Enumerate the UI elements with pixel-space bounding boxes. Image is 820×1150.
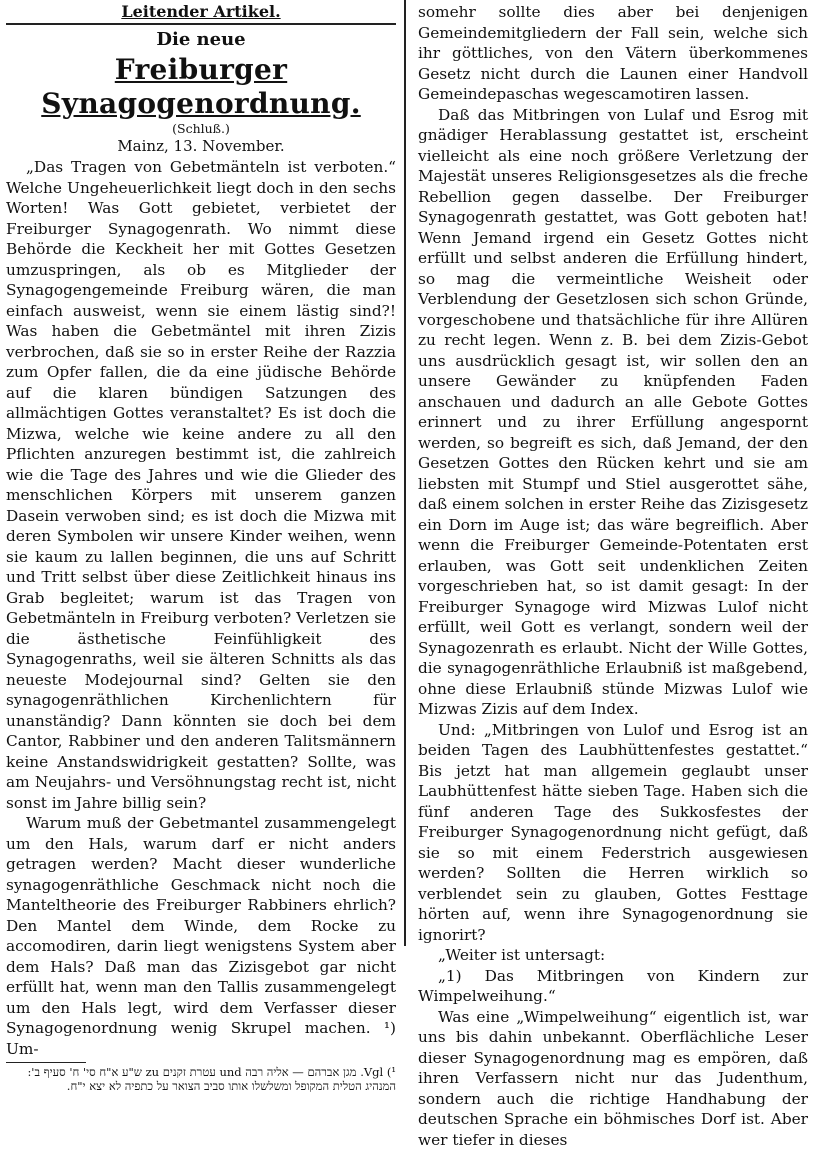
column-divider	[404, 0, 406, 946]
footnote: ¹) Vgl. מגן אברהם — אליה רבה und עטרת זקנים zu ש"ע א"ח סי' ח' סעיף ב': המנהיג הטלית המקופל ומשלשלו אותו סביב הצואר על כתפיה לא יצא י"ח.	[6, 1065, 396, 1093]
paragraph: Warum muß der Gebetmantel zusammengelegt um den Hals, warum darf er nicht anders getragen werden? Macht dieser wunderliche synagogenräthliche Geschmack nicht noch die Manteltheorie des Freiburger Rabbiners ehrlich? Den Mantel dem Winde, dem Rocke zu accomodiren, darin liegt wenigstens System aber dem Hals? Daß man das Zizisgebot gar nicht erfüllt hat, wenn man den Tallis zusammengelegt um den Hals legt, wird dem Verfasser dieser Synagogenordnung wenig Skrupel machen. ¹) Um-	[6, 813, 396, 1059]
paragraph: „1) Das Mitbringen von Kindern zur Wimpelweihung.“	[418, 966, 808, 1007]
paragraph: „Das Tragen von Gebetmänteln ist verboten.“ Welche Ungeheuerlichkeit liegt doch in den sechs Worten! Was Gott gebietet, verbietet der Freiburger Synagogenrath. Wo nimmt diese Behörde die Keckheit her mit Gottes Gesetzen umzuspringen, als ob es Mitglieder der Synagogengemeinde Freiburg wären, die man einfach ausweist, wenn sie einem lästig sind?! Was haben die Gebetmäntel mit ihren Zizis verbrochen, daß sie so in erster Reihe der Razzia zum Opfer fallen, die da eine jüdische Behörde auf die klaren bündigen Satzungen des allmächtigen Gottes veranstaltet? Es ist doch die Mizwa, welche wie keine andere zu all den Pflichten anzuregen bestimmt ist, die zahlreich wie die Tage des Jahres und wie die Glieder des menschlichen Körpers mit unserem ganzen Dasein verwoben sind; es ist doch die Mizwa mit deren Symbolen wir unsere Kinder weihen, wenn sie kaum zu lallen beginnen, die uns auf Schritt und Tritt selbst über diese Zeitlichkeit hinaus ins Grab begleitet; warum ist das Tragen von Gebetmänteln in Freiburg verboten? Verletzen sie die ästhetische Feinfühligkeit des Synagogenraths, weil sie älteren Schnitts als das neueste Modejournal sind? Gelten sie den synagogenräthlichen Kirchenlichtern für unanständig? Dann könnten sie doch bei dem Cantor, Rabbiner und den anderen Talitsmännern keine Anstandswidrigkeit gestatten? Sollte, was am Neujahrs- und Versöhnungstag recht ist, nicht sonst im Jahre billig sein?	[6, 157, 396, 813]
article-subtitle: (Schluß.)	[6, 121, 396, 137]
paragraph: Was eine „Wimpelweihung“ eigentlich ist, war uns bis dahin unbekannt. Oberflächliche Leser dieser Synagogenordnung mag es empören, daß ihren Verfassern nicht nur das Judenthum, sondern auch die richtige Handhabung der deutschen Sprache ein böhmisches Dorf ist. Aber wer tiefer in dieses	[418, 1007, 808, 1150]
heading-rule	[6, 23, 396, 25]
left-column	[6, 2, 396, 1093]
dateline: Mainz, 13. November.	[6, 137, 396, 156]
article-title-small: Die neue	[6, 27, 396, 53]
paragraph: Und: „Mitbringen von Lulof und Esrog ist an beiden Tagen des Laubhüttenfestes gestattet.“ Bis jetzt hat man allgemein geglaubt unser Laubhüttenfest hätte sieben Tage. Haben sich die fünf anderen Tage des Sukkosfestes der Freiburger Synagogenordnung nicht gefügt, daß sie so mit einem Federstrich ausgewiesen werden? Sollten die Herren wirklich so verblendet sein zu glauben, Gottes Festtage hörten auf, wenn ihre Synagogenordnung sie ignorirt?	[418, 720, 808, 946]
right-column	[418, 2, 808, 1150]
article-title: Freiburger Synagogenordnung.	[6, 53, 396, 121]
paragraph: „Weiter ist untersagt:	[418, 945, 808, 966]
paragraph: Daß das Mitbringen von Lulaf und Esrog mit gnädiger Herablassung gestattet ist, erscheint vielleicht als eine noch größere Verletzung der Majestät unseres Religionsgesetzes als die freche Rebellion gegen dasselbe. Der Freiburger Synagogenrath gestattet, was Gott geboten hat! Wenn Jemand irgend ein Gesetz Gottes nicht erfüllt und selbst anderen die Erfüllung hindert, so mag die vermeintliche Weisheit oder Verblendung der Gesetzlosen sich schon Gründe, vorgeschobene und thatsächliche für ihre Allüren zu recht legen. Wenn z. B. bei dem Zizis-Gebot uns ausdrücklich gesagt ist, wir sollen den an unsere Gewänder zu knüpfenden Faden anschauen und dadurch an alle Gebote Gottes erinnert und zu ihrer Erfüllung angespornt werden, so begreift es sich, daß Jemand, der den Gesetzen Gottes den Rücken kehrt und sie am liebsten mit Stumpf und Stiel ausgerottet sähe, daß einem solchen in erster Reihe das Zizisgesetz ein Dorn im Auge ist; das wäre begreiflich. Aber wenn die Freiburger Gemeinde-Potentaten erst erlauben, was Gott seit undenklichen Zeiten vorgeschrieben hat, so ist damit gesagt: In der Freiburger Synagoge wird Mizwas Lulof nicht erfüllt, weil Gott es verlangt, sondern weil der Synagozenrath es erlaubt. Nicht der Wille Gottes, die synagogenräthliche Erlaubniß ist maßgebend, ohne diese Erlaubniß stünde Mizwas Lulof wie Mizwas Zizis auf dem Index.	[418, 105, 808, 720]
paragraph: somehr sollte dies aber bei denjenigen Gemeindemitgliedern der Fall sein, welche sich ihr göttliches, von den Vätern überkommenes Gesetz nicht durch die Launen einer Handvoll Gemeindepaschas wegescamotiren lassen.	[418, 2, 808, 105]
footnote-rule	[6, 1062, 86, 1063]
section-heading: Leitender Artikel.	[6, 2, 396, 22]
